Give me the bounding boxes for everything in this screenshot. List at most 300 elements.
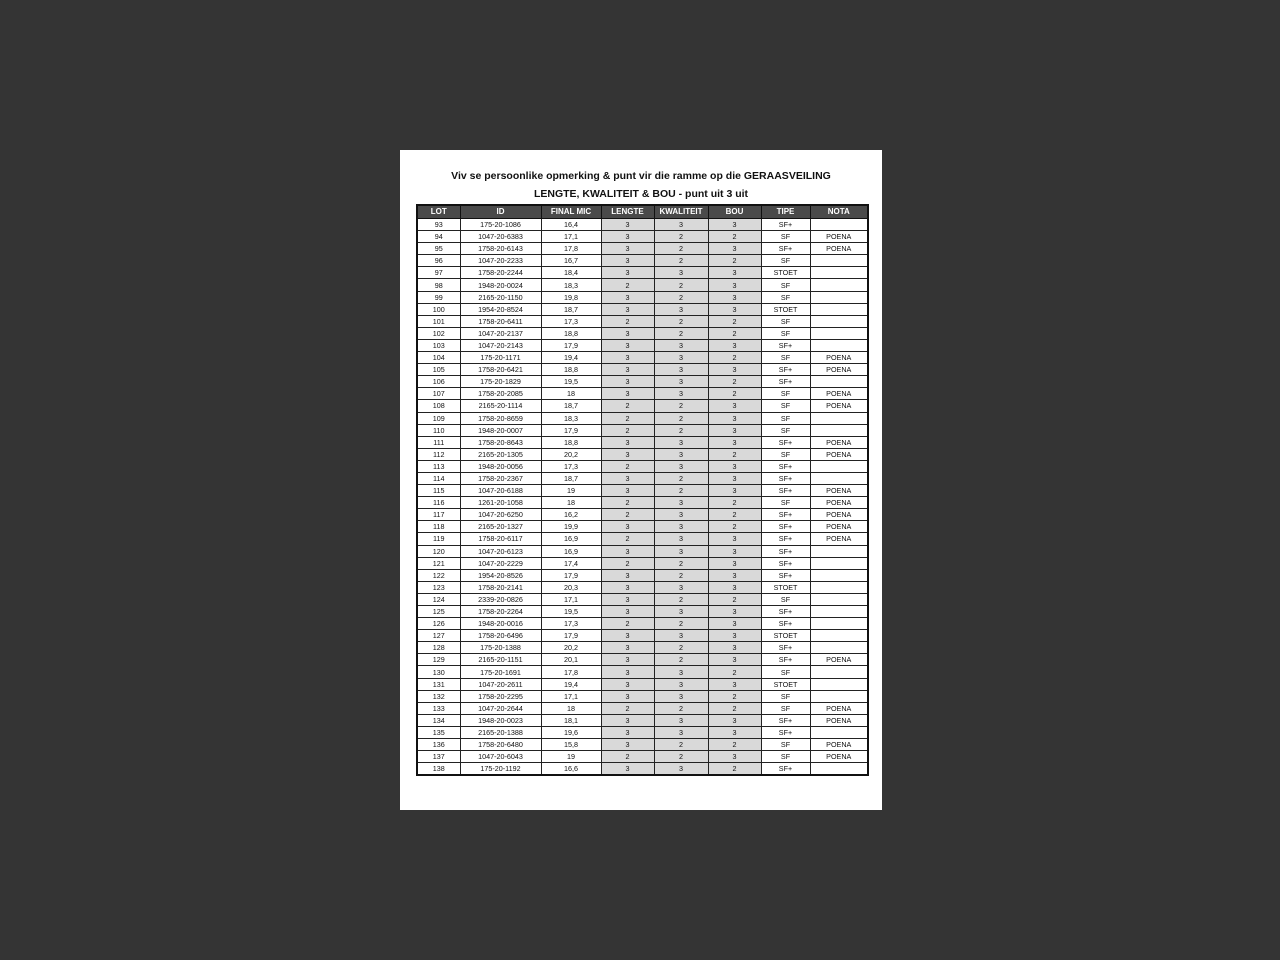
id-cell: 1948-20-0056 <box>460 460 541 472</box>
header-id: ID <box>460 205 541 219</box>
lot-cell: 133 <box>417 702 460 714</box>
lengte-cell: 3 <box>601 630 654 642</box>
lot-cell: 137 <box>417 751 460 763</box>
tipe-cell: SF+ <box>761 557 810 569</box>
id-cell: 1758-20-6117 <box>460 533 541 545</box>
tipe-cell: SF+ <box>761 569 810 581</box>
nota-cell <box>810 557 868 569</box>
bou-cell: 2 <box>708 255 761 267</box>
tipe-cell: STOET <box>761 581 810 593</box>
lot-cell: 106 <box>417 376 460 388</box>
lot-cell: 121 <box>417 557 460 569</box>
tipe-cell: SF+ <box>761 521 810 533</box>
kwaliteit-cell: 3 <box>654 714 708 726</box>
kwaliteit-cell: 3 <box>654 630 708 642</box>
final-mic-cell: 18,3 <box>541 412 601 424</box>
id-cell: 1047-20-6123 <box>460 545 541 557</box>
kwaliteit-cell: 3 <box>654 460 708 472</box>
nota-cell: POENA <box>810 485 868 497</box>
lot-cell: 122 <box>417 569 460 581</box>
lot-cell: 138 <box>417 763 460 776</box>
document-subtitle: LENGTE, KWALITEIT & BOU - punt uit 3 uit <box>533 188 749 200</box>
kwaliteit-cell: 3 <box>654 678 708 690</box>
lengte-cell: 3 <box>601 436 654 448</box>
final-mic-cell: 19,4 <box>541 352 601 364</box>
tipe-cell: SF <box>761 352 810 364</box>
kwaliteit-cell: 3 <box>654 364 708 376</box>
tipe-cell: SF <box>761 593 810 605</box>
id-cell: 175-20-1171 <box>460 352 541 364</box>
lot-cell: 108 <box>417 400 460 412</box>
lengte-cell: 3 <box>601 678 654 690</box>
id-cell: 175-20-1388 <box>460 642 541 654</box>
id-cell: 2165-20-1151 <box>460 654 541 666</box>
tipe-cell: SF <box>761 279 810 291</box>
kwaliteit-cell: 2 <box>654 279 708 291</box>
bou-cell: 3 <box>708 291 761 303</box>
nota-cell <box>810 291 868 303</box>
lot-cell: 116 <box>417 497 460 509</box>
tipe-cell: SF <box>761 751 810 763</box>
bou-cell: 3 <box>708 630 761 642</box>
nota-cell <box>810 412 868 424</box>
final-mic-cell: 18 <box>541 497 601 509</box>
nota-cell: POENA <box>810 751 868 763</box>
lengte-cell: 3 <box>601 303 654 315</box>
tipe-cell: SF <box>761 315 810 327</box>
kwaliteit-cell: 2 <box>654 569 708 581</box>
document-title: Viv se persoonlike opmerking & punt vir die ramme op die GERAASVEILING <box>451 170 831 182</box>
lengte-cell: 3 <box>601 545 654 557</box>
kwaliteit-cell: 3 <box>654 521 708 533</box>
id-cell: 1954-20-8524 <box>460 303 541 315</box>
table-row <box>417 581 868 593</box>
header-kwaliteit: KWALITEIT <box>654 205 708 219</box>
lengte-cell: 3 <box>601 569 654 581</box>
bou-cell: 3 <box>708 267 761 279</box>
kwaliteit-cell: 2 <box>654 618 708 630</box>
nota-cell: POENA <box>810 400 868 412</box>
id-cell: 2339-20-0826 <box>460 593 541 605</box>
kwaliteit-cell: 2 <box>654 315 708 327</box>
nota-cell <box>810 219 868 231</box>
lengte-cell: 2 <box>601 557 654 569</box>
table-row <box>417 618 868 630</box>
id-cell: 1047-20-2233 <box>460 255 541 267</box>
lengte-cell: 3 <box>601 714 654 726</box>
lot-cell: 102 <box>417 327 460 339</box>
table-row <box>417 255 868 267</box>
lengte-cell: 3 <box>601 739 654 751</box>
bou-cell: 3 <box>708 545 761 557</box>
lengte-cell: 3 <box>601 581 654 593</box>
final-mic-cell: 17,3 <box>541 315 601 327</box>
lot-cell: 115 <box>417 485 460 497</box>
nota-cell <box>810 678 868 690</box>
nota-cell: POENA <box>810 243 868 255</box>
id-cell: 1758-20-6421 <box>460 364 541 376</box>
table-body <box>417 219 868 776</box>
tipe-cell: SF <box>761 424 810 436</box>
kwaliteit-cell: 3 <box>654 303 708 315</box>
final-mic-cell: 17,9 <box>541 424 601 436</box>
table-row <box>417 739 868 751</box>
lengte-cell: 3 <box>601 654 654 666</box>
bou-cell: 3 <box>708 424 761 436</box>
tipe-cell: SF+ <box>761 763 810 776</box>
bou-cell: 2 <box>708 315 761 327</box>
final-mic-cell: 16,9 <box>541 533 601 545</box>
kwaliteit-cell: 3 <box>654 545 708 557</box>
tipe-cell: SF+ <box>761 376 810 388</box>
table-row <box>417 642 868 654</box>
nota-cell: POENA <box>810 436 868 448</box>
nota-cell <box>810 267 868 279</box>
table-row <box>417 533 868 545</box>
kwaliteit-cell: 2 <box>654 751 708 763</box>
tipe-cell: SF+ <box>761 726 810 738</box>
table-row <box>417 352 868 364</box>
tipe-cell: SF <box>761 702 810 714</box>
tipe-cell: SF <box>761 448 810 460</box>
bou-cell: 3 <box>708 339 761 351</box>
nota-cell <box>810 618 868 630</box>
bou-cell: 3 <box>708 581 761 593</box>
lot-cell: 98 <box>417 279 460 291</box>
bou-cell: 3 <box>708 485 761 497</box>
nota-cell <box>810 666 868 678</box>
table-row <box>417 388 868 400</box>
final-mic-cell: 17,1 <box>541 690 601 702</box>
kwaliteit-cell: 2 <box>654 485 708 497</box>
lengte-cell: 2 <box>601 509 654 521</box>
lot-cell: 94 <box>417 231 460 243</box>
lot-cell: 104 <box>417 352 460 364</box>
final-mic-cell: 18 <box>541 702 601 714</box>
lot-cell: 132 <box>417 690 460 702</box>
final-mic-cell: 17,1 <box>541 593 601 605</box>
lot-cell: 131 <box>417 678 460 690</box>
lengte-cell: 3 <box>601 243 654 255</box>
table-row <box>417 267 868 279</box>
nota-cell <box>810 303 868 315</box>
table-row <box>417 654 868 666</box>
id-cell: 2165-20-1305 <box>460 448 541 460</box>
final-mic-cell: 18,4 <box>541 267 601 279</box>
kwaliteit-cell: 3 <box>654 666 708 678</box>
bou-cell: 3 <box>708 557 761 569</box>
final-mic-cell: 18,7 <box>541 303 601 315</box>
kwaliteit-cell: 2 <box>654 291 708 303</box>
tipe-cell: SF+ <box>761 533 810 545</box>
bou-cell: 3 <box>708 726 761 738</box>
final-mic-cell: 18,8 <box>541 327 601 339</box>
final-mic-cell: 16,6 <box>541 763 601 776</box>
kwaliteit-cell: 3 <box>654 376 708 388</box>
kwaliteit-cell: 2 <box>654 593 708 605</box>
lengte-cell: 3 <box>601 352 654 364</box>
nota-cell <box>810 581 868 593</box>
final-mic-cell: 16,2 <box>541 509 601 521</box>
id-cell: 175-20-1829 <box>460 376 541 388</box>
nota-cell <box>810 569 868 581</box>
bou-cell: 2 <box>708 376 761 388</box>
final-mic-cell: 18,7 <box>541 400 601 412</box>
lengte-cell: 3 <box>601 485 654 497</box>
lot-cell: 97 <box>417 267 460 279</box>
nota-cell <box>810 327 868 339</box>
bou-cell: 2 <box>708 521 761 533</box>
nota-cell <box>810 726 868 738</box>
tipe-cell: SF <box>761 388 810 400</box>
bou-cell: 3 <box>708 364 761 376</box>
bou-cell: 2 <box>708 739 761 751</box>
table-row <box>417 364 868 376</box>
kwaliteit-cell: 2 <box>654 412 708 424</box>
id-cell: 1047-20-6188 <box>460 485 541 497</box>
table-row <box>417 231 868 243</box>
kwaliteit-cell: 3 <box>654 763 708 776</box>
kwaliteit-cell: 2 <box>654 642 708 654</box>
table-row <box>417 291 868 303</box>
id-cell: 1758-20-2367 <box>460 472 541 484</box>
final-mic-cell: 15,8 <box>541 739 601 751</box>
lengte-cell: 3 <box>601 642 654 654</box>
nota-cell <box>810 593 868 605</box>
final-mic-cell: 19,9 <box>541 521 601 533</box>
nota-cell <box>810 255 868 267</box>
lengte-cell: 2 <box>601 497 654 509</box>
final-mic-cell: 19 <box>541 751 601 763</box>
tipe-cell: SF+ <box>761 485 810 497</box>
id-cell: 175-20-1086 <box>460 219 541 231</box>
lengte-cell: 3 <box>601 231 654 243</box>
nota-cell: POENA <box>810 521 868 533</box>
final-mic-cell: 18,8 <box>541 436 601 448</box>
lot-cell: 126 <box>417 618 460 630</box>
bou-cell: 3 <box>708 243 761 255</box>
table-row <box>417 557 868 569</box>
final-mic-cell: 17,4 <box>541 557 601 569</box>
lengte-cell: 3 <box>601 339 654 351</box>
final-mic-cell: 18,3 <box>541 279 601 291</box>
lot-cell: 130 <box>417 666 460 678</box>
lot-cell: 111 <box>417 436 460 448</box>
bou-cell: 2 <box>708 702 761 714</box>
lot-cell: 96 <box>417 255 460 267</box>
nota-cell <box>810 472 868 484</box>
kwaliteit-cell: 2 <box>654 739 708 751</box>
kwaliteit-cell: 3 <box>654 533 708 545</box>
lot-cell: 95 <box>417 243 460 255</box>
id-cell: 1758-20-6411 <box>460 315 541 327</box>
table-row <box>417 424 868 436</box>
nota-cell: POENA <box>810 739 868 751</box>
table-row <box>417 521 868 533</box>
header-bou: BOU <box>708 205 761 219</box>
id-cell: 2165-20-1150 <box>460 291 541 303</box>
table-row <box>417 606 868 618</box>
id-cell: 1047-20-2229 <box>460 557 541 569</box>
kwaliteit-cell: 3 <box>654 448 708 460</box>
tipe-cell: SF <box>761 412 810 424</box>
nota-cell: POENA <box>810 448 868 460</box>
bou-cell: 3 <box>708 714 761 726</box>
tipe-cell: STOET <box>761 267 810 279</box>
id-cell: 1758-20-6496 <box>460 630 541 642</box>
bou-cell: 3 <box>708 678 761 690</box>
id-cell: 1047-20-2143 <box>460 339 541 351</box>
id-cell: 1948-20-0016 <box>460 618 541 630</box>
table-row <box>417 509 868 521</box>
final-mic-cell: 17,9 <box>541 630 601 642</box>
table-header-row <box>417 205 868 219</box>
bou-cell: 3 <box>708 533 761 545</box>
table-row <box>417 339 868 351</box>
tipe-cell: SF <box>761 291 810 303</box>
id-cell: 1948-20-0024 <box>460 279 541 291</box>
lengte-cell: 3 <box>601 255 654 267</box>
tipe-cell: SF+ <box>761 714 810 726</box>
lengte-cell: 3 <box>601 593 654 605</box>
table-row <box>417 702 868 714</box>
id-cell: 1047-20-6250 <box>460 509 541 521</box>
table-row <box>417 303 868 315</box>
nota-cell: POENA <box>810 654 868 666</box>
kwaliteit-cell: 3 <box>654 606 708 618</box>
kwaliteit-cell: 2 <box>654 472 708 484</box>
bou-cell: 2 <box>708 327 761 339</box>
tipe-cell: SF <box>761 739 810 751</box>
table-row <box>417 545 868 557</box>
table-row <box>417 436 868 448</box>
nota-cell: POENA <box>810 352 868 364</box>
table-row <box>417 630 868 642</box>
document-page <box>400 150 882 810</box>
lot-cell: 99 <box>417 291 460 303</box>
table-row <box>417 666 868 678</box>
tipe-cell: SF+ <box>761 364 810 376</box>
lot-cell: 135 <box>417 726 460 738</box>
id-cell: 1948-20-0007 <box>460 424 541 436</box>
final-mic-cell: 19,8 <box>541 291 601 303</box>
table-row <box>417 690 868 702</box>
kwaliteit-cell: 2 <box>654 231 708 243</box>
bou-cell: 3 <box>708 642 761 654</box>
kwaliteit-cell: 3 <box>654 497 708 509</box>
table-row <box>417 726 868 738</box>
bou-cell: 3 <box>708 472 761 484</box>
lot-cell: 107 <box>417 388 460 400</box>
final-mic-cell: 16,4 <box>541 219 601 231</box>
tipe-cell: SF+ <box>761 642 810 654</box>
lengte-cell: 2 <box>601 618 654 630</box>
table-row <box>417 751 868 763</box>
lot-cell: 113 <box>417 460 460 472</box>
table-row <box>417 763 868 776</box>
table-row <box>417 279 868 291</box>
kwaliteit-cell: 2 <box>654 255 708 267</box>
table-row <box>417 315 868 327</box>
bou-cell: 3 <box>708 436 761 448</box>
final-mic-cell: 16,9 <box>541 545 601 557</box>
bou-cell: 3 <box>708 412 761 424</box>
lengte-cell: 3 <box>601 219 654 231</box>
id-cell: 1758-20-2085 <box>460 388 541 400</box>
id-cell: 2165-20-1388 <box>460 726 541 738</box>
bou-cell: 2 <box>708 388 761 400</box>
lot-cell: 117 <box>417 509 460 521</box>
final-mic-cell: 17,3 <box>541 460 601 472</box>
lengte-cell: 2 <box>601 702 654 714</box>
id-cell: 1758-20-6143 <box>460 243 541 255</box>
lot-cell: 93 <box>417 219 460 231</box>
tipe-cell: SF <box>761 666 810 678</box>
final-mic-cell: 17,9 <box>541 569 601 581</box>
lot-cell: 127 <box>417 630 460 642</box>
nota-cell <box>810 315 868 327</box>
nota-cell: POENA <box>810 714 868 726</box>
id-cell: 1948-20-0023 <box>460 714 541 726</box>
lengte-cell: 3 <box>601 364 654 376</box>
lot-cell: 123 <box>417 581 460 593</box>
header-tipe: TIPE <box>761 205 810 219</box>
lot-cell: 114 <box>417 472 460 484</box>
lot-cell: 120 <box>417 545 460 557</box>
id-cell: 1758-20-2244 <box>460 267 541 279</box>
lot-cell: 101 <box>417 315 460 327</box>
id-cell: 1047-20-2611 <box>460 678 541 690</box>
kwaliteit-cell: 3 <box>654 339 708 351</box>
kwaliteit-cell: 2 <box>654 654 708 666</box>
nota-cell <box>810 376 868 388</box>
lengte-cell: 3 <box>601 388 654 400</box>
kwaliteit-cell: 2 <box>654 327 708 339</box>
lengte-cell: 3 <box>601 606 654 618</box>
kwaliteit-cell: 2 <box>654 702 708 714</box>
lot-cell: 105 <box>417 364 460 376</box>
kwaliteit-cell: 3 <box>654 509 708 521</box>
final-mic-cell: 16,7 <box>541 255 601 267</box>
lengte-cell: 3 <box>601 521 654 533</box>
id-cell: 1758-20-6480 <box>460 739 541 751</box>
header-lot: LOT <box>417 205 460 219</box>
nota-cell <box>810 630 868 642</box>
nota-cell: POENA <box>810 231 868 243</box>
lengte-cell: 3 <box>601 267 654 279</box>
lengte-cell: 3 <box>601 376 654 388</box>
bou-cell: 3 <box>708 460 761 472</box>
tipe-cell: SF+ <box>761 436 810 448</box>
table-row <box>417 448 868 460</box>
id-cell: 1261-20-1058 <box>460 497 541 509</box>
final-mic-cell: 17,1 <box>541 231 601 243</box>
lot-cell: 109 <box>417 412 460 424</box>
tipe-cell: SF <box>761 400 810 412</box>
tipe-cell: SF+ <box>761 219 810 231</box>
nota-cell <box>810 642 868 654</box>
lengte-cell: 2 <box>601 400 654 412</box>
tipe-cell: STOET <box>761 630 810 642</box>
tipe-cell: SF+ <box>761 243 810 255</box>
table-row <box>417 569 868 581</box>
nota-cell: POENA <box>810 533 868 545</box>
bou-cell: 2 <box>708 666 761 678</box>
id-cell: 1047-20-2137 <box>460 327 541 339</box>
bou-cell: 2 <box>708 497 761 509</box>
tipe-cell: SF <box>761 327 810 339</box>
table-row <box>417 460 868 472</box>
